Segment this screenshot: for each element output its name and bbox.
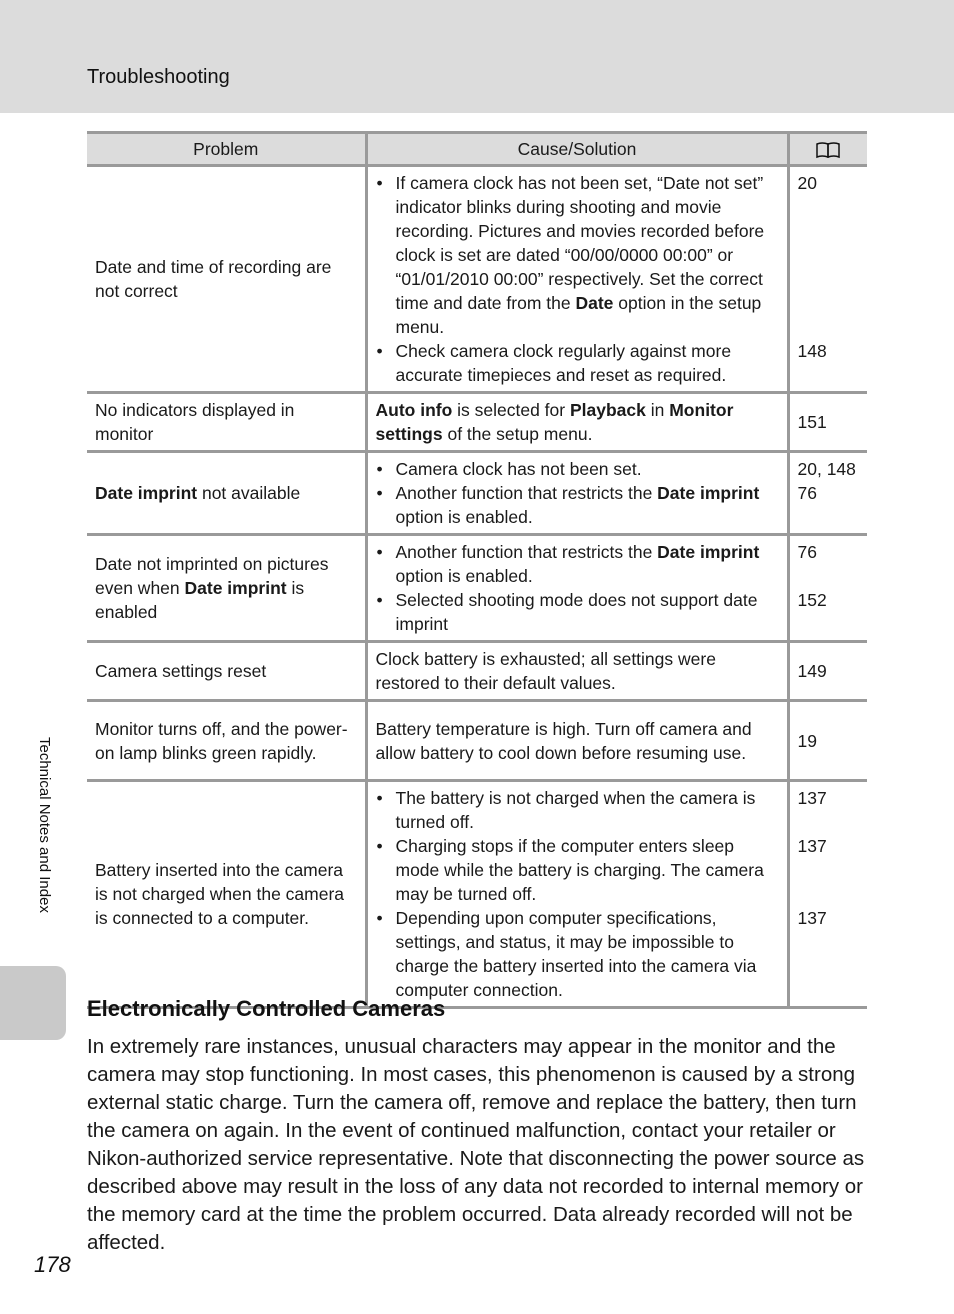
page-reference: 152 (797, 590, 827, 610)
page-reference: 76 (797, 542, 817, 562)
reference-cell (788, 642, 867, 701)
problem-cell: Battery inserted into the camera is not charged when the camera is connected to a computer. (87, 781, 366, 1008)
page-reference: 20, 148 (797, 459, 856, 479)
column-header-reference (788, 133, 867, 166)
cause-bullet: • Selected shooting mode does not support date imprint (396, 588, 779, 636)
column-header-cause: Cause/Solution (366, 133, 788, 166)
table-row (87, 642, 867, 701)
cause-bullet: • Charging stops if the computer enters sleep mode while the battery is charging. The camera may be turned off. (396, 834, 779, 906)
book-icon (815, 141, 841, 159)
problem-cell: Date imprint not available (87, 452, 366, 535)
page-reference: 149 (797, 661, 827, 681)
page-reference: 137 (797, 836, 827, 856)
reference-cell (788, 535, 867, 642)
cause-bullet: • Another function that restricts the Date imprint option is enabled. (396, 540, 779, 588)
troubleshooting-table (87, 131, 867, 1009)
page-reference: 19 (797, 730, 817, 751)
table-header-row (87, 133, 867, 166)
page-reference: 76 (797, 483, 817, 503)
cause-bullet: • The battery is not charged when the camera is turned off. (396, 786, 779, 834)
cause-cell (366, 781, 788, 1008)
column-header-problem: Problem (87, 133, 366, 166)
section-title: Electronically Controlled Cameras (87, 996, 446, 1021)
page-reference: 148 (797, 341, 827, 361)
cause-cell (366, 166, 788, 393)
cause-cell: Battery temperature is high. Turn off camera and allow battery to cool down before resuming use. (366, 701, 788, 781)
reference-cell (788, 781, 867, 1008)
page-reference: 137 (797, 788, 827, 808)
table-row (87, 781, 867, 1008)
table-row (87, 166, 867, 393)
page-reference: 137 (797, 908, 827, 928)
cause-cell: Clock battery is exhausted; all settings were restored to their default values. (366, 642, 788, 701)
table-row (87, 701, 867, 781)
problem-cell: Monitor turns off, and the power-on lamp blinks green rapidly. (87, 701, 366, 781)
reference-cell (788, 393, 867, 452)
cause-bullet: • Another function that restricts the Date imprint option is enabled. (396, 481, 779, 529)
cause-cell: Auto info is selected for Playback in Monitor settings of the setup menu. (366, 393, 788, 452)
cause-bullet: • If camera clock has not been set, “Date not set” indicator blinks during shooting and movie recording. Pictures and movies recorded before clock is set are dated “00/00/0000 00:00” or “01/01/2010 00:00” respectively. Set the correct time and date from the Date option in the setup menu. (396, 171, 779, 339)
reference-cell (788, 452, 867, 535)
cause-bullet: • Depending upon computer specifications, settings, and status, it may be impossible to charge the battery inserted into the camera via computer connection. (396, 906, 779, 1002)
page-number: 178 (34, 1252, 71, 1277)
table-row (87, 452, 867, 535)
reference-cell (788, 166, 867, 393)
page-reference: 20 (797, 173, 817, 193)
header-band (0, 0, 954, 113)
problem-cell: Camera settings reset (87, 642, 366, 701)
table-row (87, 393, 867, 452)
page-reference: 151 (797, 412, 827, 432)
problem-cell: No indicators displayed in monitor (87, 393, 366, 452)
cause-cell (366, 452, 788, 535)
table-row (87, 535, 867, 642)
page-header-title: Troubleshooting (87, 66, 230, 88)
problem-cell: Date not imprinted on pictures even when Date imprint is enabled (87, 535, 366, 642)
side-tab-marker (0, 966, 66, 1040)
problem-cell: Date and time of recording are not correct (87, 166, 366, 393)
reference-cell (788, 701, 867, 781)
cause-bullet: • Check camera clock regularly against more accurate timepieces and reset as required. (396, 339, 779, 387)
section-body: In extremely rare instances, unusual characters may appear in the monitor and the camera may stop functioning. In most cases, this phenomenon is caused by a strong external static charge. Turn the camera off, remove and replace the battery, then turn the camera on again. In the event of continued malfunction, contact your retailer or Nikon-authorized service representative. Note that disconnecting the power source as described above may result in the loss of any data not recorded to internal memory or the memory card at the time the problem occurred. Data already recorded will not be affected. (87, 1035, 865, 1254)
cause-cell (366, 535, 788, 642)
side-section-label: Technical Notes and Index (36, 737, 53, 913)
cause-bullet: • Camera clock has not been set. (396, 457, 779, 481)
